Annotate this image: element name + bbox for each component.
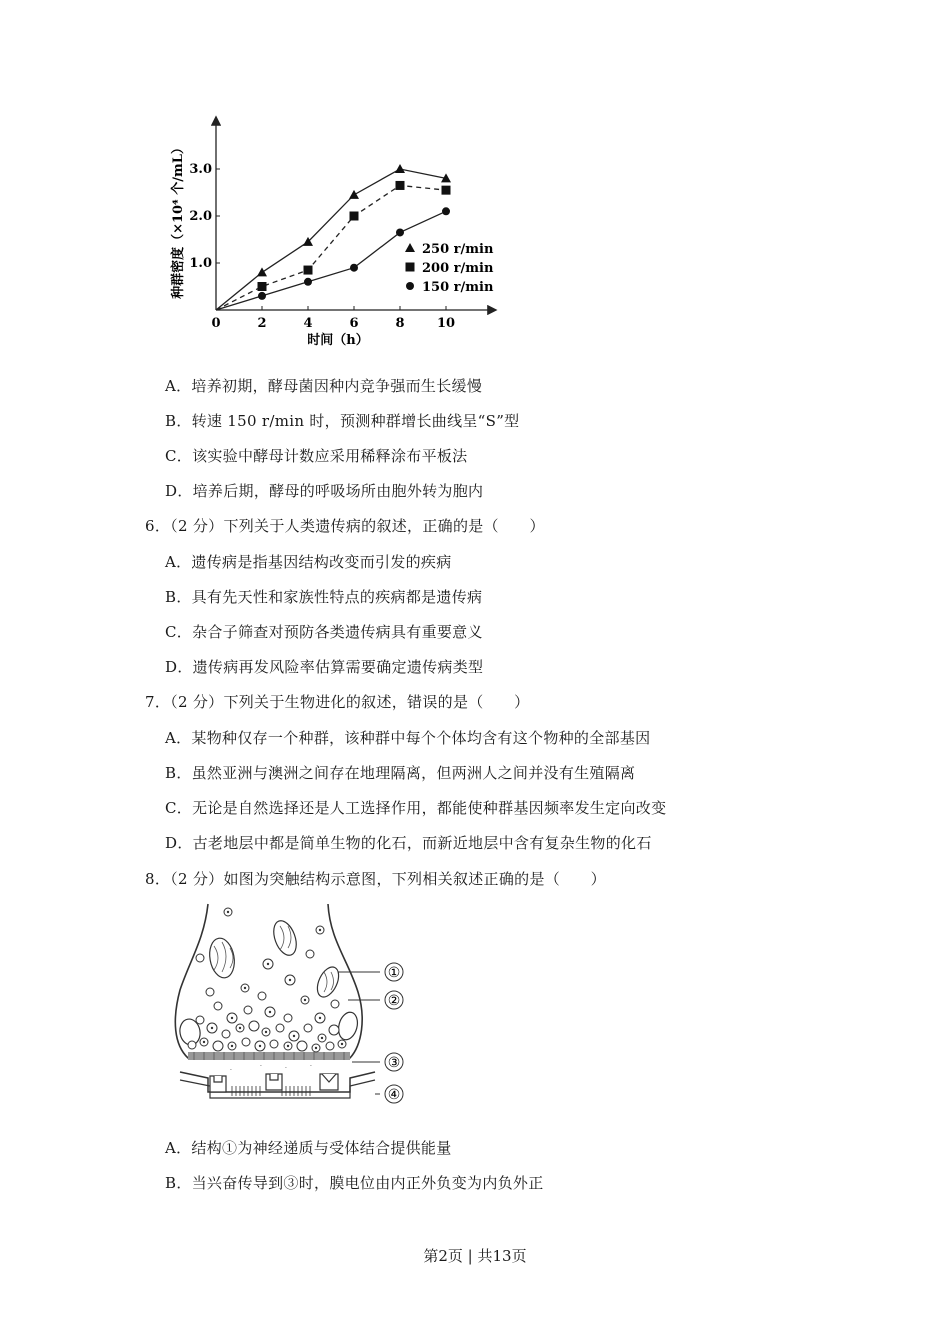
vesicle-core [304,999,306,1001]
vesicle [206,988,214,996]
vesicle-core [315,1047,317,1049]
vesicle [214,1002,222,1010]
series-line-circle [216,211,446,310]
vesicle-core [267,963,269,965]
q7-option-c: C．无论是自然选择还是人工选择作用，都能使种群基因频率发生定向改变 [165,799,667,817]
label-4: ④ [387,1087,401,1103]
vesicle-core [231,1017,233,1019]
page-footer: 第2页 | 共13页 [423,1247,527,1265]
data-point-square [396,181,405,190]
vesicle [276,1024,284,1032]
data-point-square [442,186,451,195]
vesicle [213,1041,223,1051]
x-tick-label: 4 [303,316,313,331]
vesicle [258,992,266,1000]
legend-label: 200 r/min [422,261,494,276]
vesicle-core [239,1027,241,1029]
vesicle [326,1042,334,1050]
vesicle-core [289,979,291,981]
legend-marker-square [406,263,415,272]
q6-option-d: D．遗传病再发风险率估算需要确定遗传病类型 [165,658,484,676]
y-axis-label: 种群密度（×10⁴ 个/mL） [171,141,186,299]
data-point-square [258,282,267,291]
q7-option-d: D．古老地层中都是简单生物的化石，而新近地层中含有复杂生物的化石 [165,834,652,852]
q8-option-a: A．结构①为神经递质与受体结合提供能量 [165,1139,452,1157]
vesicle [284,1014,292,1022]
data-point-triangle [257,267,267,276]
data-point-square [304,266,313,275]
vesicle-core [287,1045,289,1047]
vesicle-core [319,1017,321,1019]
q6-option-b: B．具有先天性和家族性特点的疾病都是遗传病 [165,588,483,606]
q5-option-c: C．该实验中酵母计数应采用稀释涂布平板法 [165,447,468,465]
vesicle-core [227,911,229,913]
data-point-square [350,212,359,221]
q5-option-a: A．培养初期，酵母菌因种内竞争强而生长缓慢 [165,377,483,395]
svg-text:·: · [310,1063,312,1070]
vesicle-core [319,929,321,931]
q7-stem: 7．（2 分）下列关于生物进化的叙述，错误的是（ ） [145,693,530,711]
y-tick-label: 3.0 [189,162,212,177]
vesicle-core [259,1045,261,1047]
vesicle [222,1030,230,1038]
vesicle [329,1025,339,1035]
data-point-triangle [395,164,405,173]
vesicle [331,1000,339,1008]
synapse-diagram [170,900,420,1110]
vesicle [196,954,204,962]
vesicle-core [244,987,246,989]
q6-stem: 6．（2 分）下列关于人类遗传病的叙述，正确的是（ ） [145,517,545,535]
label-3: ③ [387,1055,401,1071]
q6-option-c: C．杂合子筛查对预防各类遗传病具有重要意义 [165,623,483,641]
data-point-circle [258,292,266,300]
legend-label: 150 r/min [422,280,494,295]
data-point-circle [350,264,358,272]
q5-option-b: B．转速 150 r/min 时，预测种群增长曲线呈“S”型 [165,412,520,430]
vesicle [188,1041,196,1049]
vesicle-core [293,1035,295,1037]
vesicle-core [211,1027,213,1029]
x-tick-label: 0 [211,316,221,331]
legend-label: 250 r/min [422,242,494,257]
vesicle-core [265,1031,267,1033]
vesicle [244,1006,252,1014]
data-point-circle [442,207,450,215]
vesicle [270,1040,278,1048]
receptors [210,1074,338,1092]
vesicle [304,1024,312,1032]
x-tick-label: 6 [349,316,359,331]
vesicle [196,1016,204,1024]
q7-option-b: B．虽然亚洲与澳洲之间存在地理隔离，但两洲人之间并没有生殖隔离 [165,764,636,782]
svg-text:·: · [285,1065,287,1072]
vesicle-core [341,1043,343,1045]
legend-marker-circle [406,282,414,290]
vesicle-core [269,1011,271,1013]
y-tick-label: 1.0 [189,256,212,271]
data-point-circle [304,278,312,286]
svg-text:·: · [230,1067,232,1074]
x-axis-label: 时间（h） [307,333,369,348]
data-point-triangle [349,190,359,199]
synaptic-membrane-band [188,1052,350,1060]
label-1: ① [387,965,401,981]
q6-option-a: A．遗传病是指基因结构改变而引发的疾病 [165,553,452,571]
y-tick-label: 2.0 [189,209,212,224]
q8-option-b: B．当兴奋传导到③时，膜电位由内正外负变为内负外正 [165,1174,544,1192]
vesicle-core [321,1037,323,1039]
x-tick-label: 8 [395,316,405,331]
vesicle-core [231,1045,233,1047]
vesicle [297,1041,307,1051]
x-tick-label: 2 [257,316,267,331]
label-2: ② [387,993,401,1009]
vesicle [306,950,314,958]
q7-option-a: A．某物种仅存一个种群，该种群中每个个体均含有这个物种的全部基因 [165,729,651,747]
q5-option-d: D．培养后期，酵母的呼吸场所由胞外转为胞内 [165,482,484,500]
population-density-chart [160,110,520,355]
vesicle-core [203,1041,205,1043]
data-point-circle [396,228,404,236]
x-tick-label: 10 [436,316,456,331]
legend-marker-triangle [405,243,415,252]
svg-text:·: · [260,1063,262,1070]
vesicle [249,1021,259,1031]
vesicle [242,1038,250,1046]
q8-stem: 8．（2 分）如图为突触结构示意图，下列相关叙述正确的是（ ） [145,870,606,888]
